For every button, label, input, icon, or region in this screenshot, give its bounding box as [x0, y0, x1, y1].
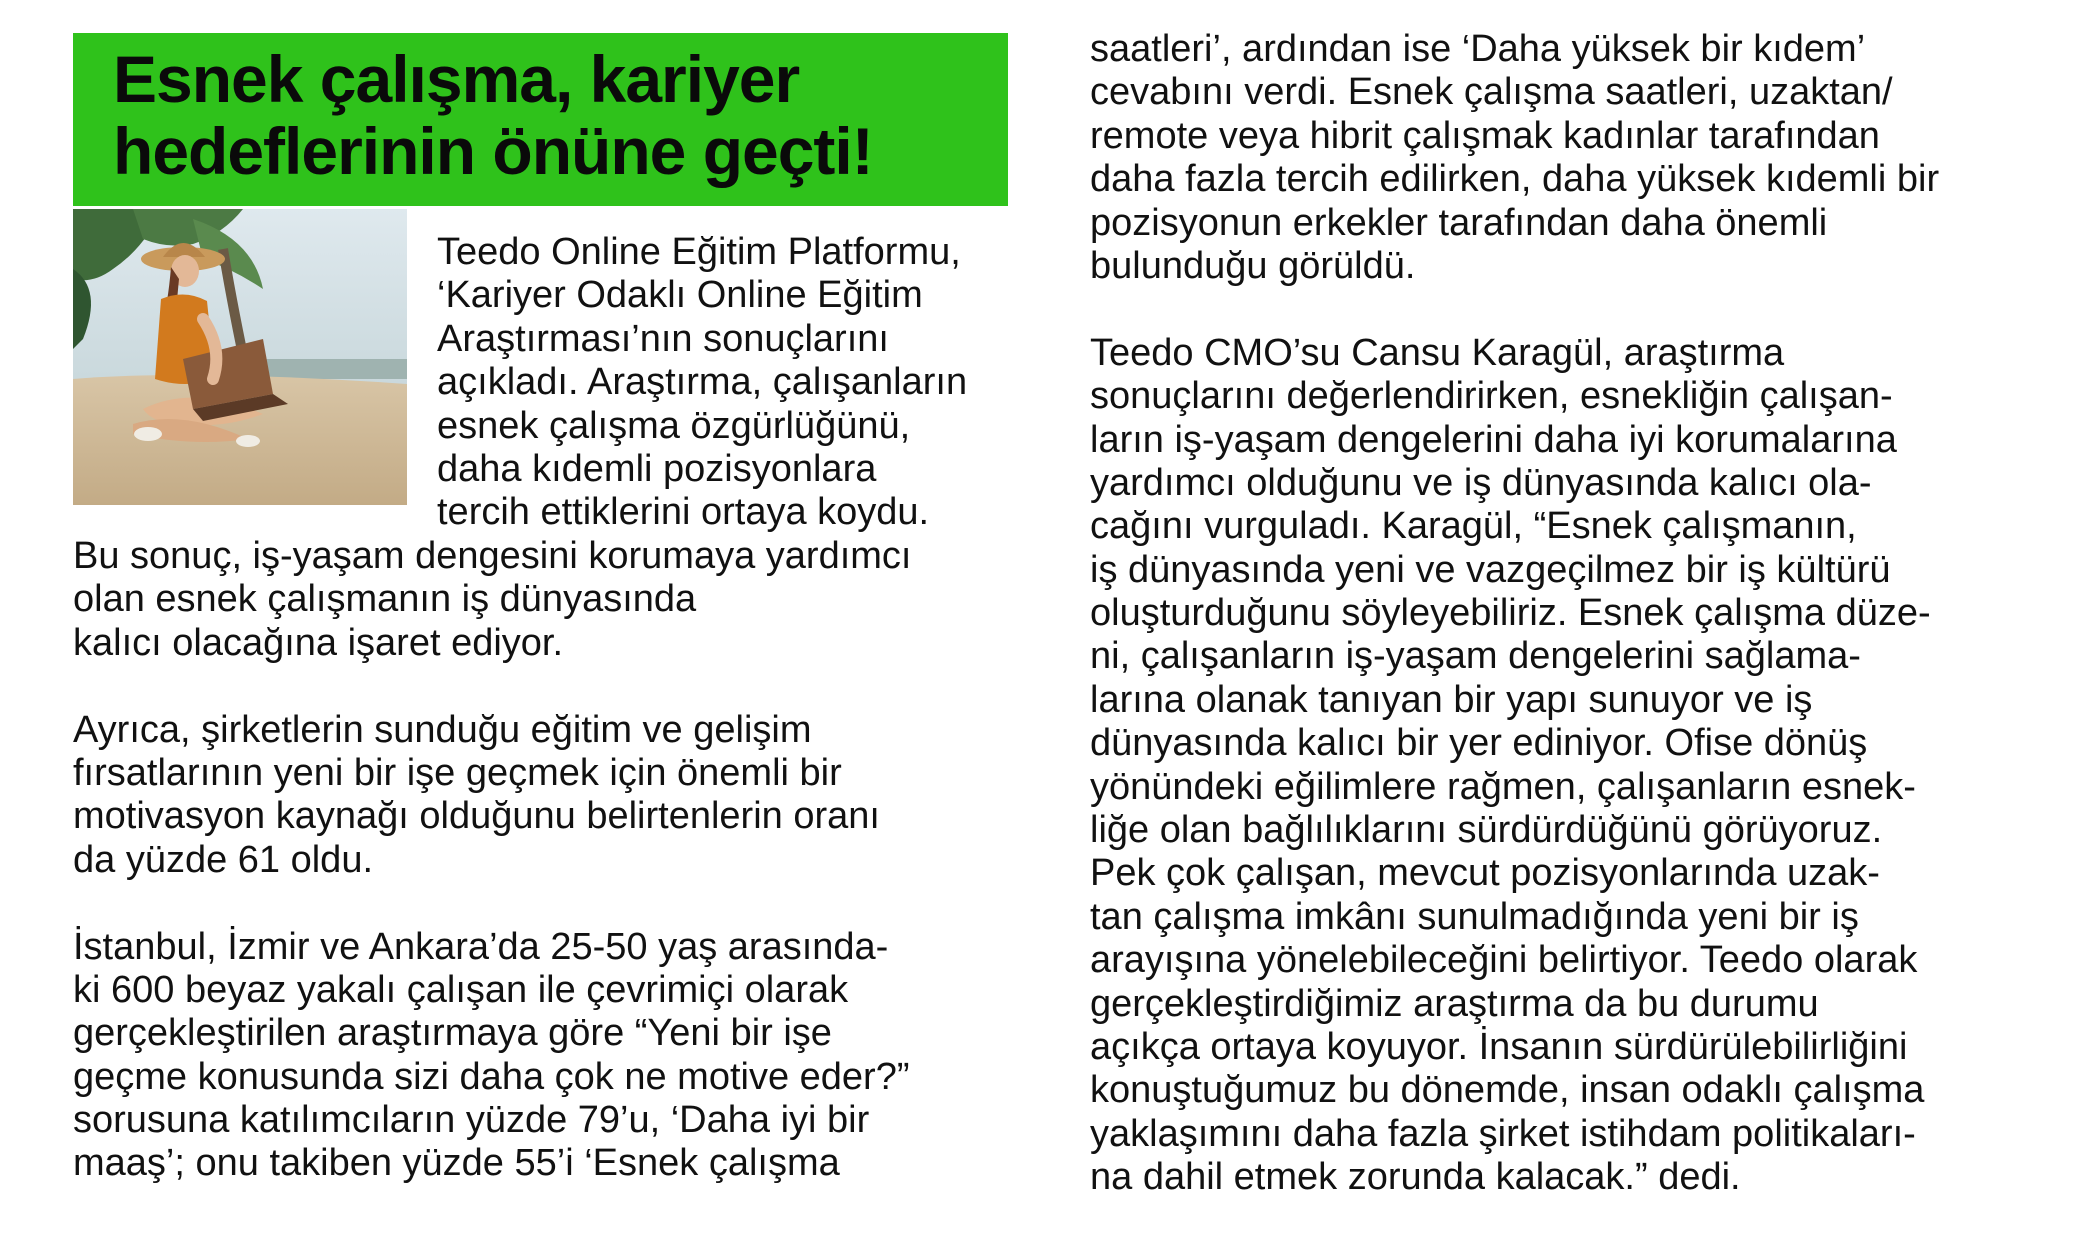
text-line: ni, çalışanların iş-yaşam dengelerini sağlama-	[1090, 635, 1861, 678]
text-line: esnek çalışma özgürlüğünü,	[437, 404, 911, 447]
text-line: maaş’; onu takiben yüzde 55’i ‘Esnek çalışma	[73, 1142, 840, 1185]
paragraph-gap	[73, 882, 911, 925]
text-line: ‘Kariyer Odaklı Online Eğitim	[437, 274, 923, 317]
text-line: İstanbul, İzmir ve Ankara’da 25-50 yaş arasında-	[73, 925, 889, 968]
text-line: fırsatlarının yeni bir işe geçmek için önemli bir	[73, 751, 842, 794]
text-line: açıkladı. Araştırma, çalışanların	[437, 361, 968, 404]
text-line: yaklaşımını daha fazla şirket istihdam politikaları-	[1090, 1112, 1916, 1155]
text-line: ların iş-yaşam dengelerini daha iyi korumalarına	[1090, 418, 1897, 461]
text-line: Teedo Online Eğitim Platformu,	[437, 231, 961, 273]
text-line: cevabını verdi. Esnek çalışma saatleri, uzaktan/	[1090, 71, 1893, 114]
text-line: oluşturduğunu söyleyebiliriz. Esnek çalışma düze-	[1090, 592, 1931, 635]
text-line: arayışına yönelebileceğini belirtiyor. Teedo olarak	[1090, 939, 1918, 982]
text-line: geçme konusunda sizi daha çok ne motive eder?”	[73, 1055, 910, 1098]
text-line: pozisyonun erkekler tarafından daha önemli	[1090, 201, 1828, 244]
text-line: remote veya hibrit çalışmak kadınlar tarafından	[1090, 114, 1880, 157]
right-column-body	[1090, 28, 1939, 1200]
text-line: sorusuna katılımcıların yüzde 79’u, ‘Daha iyi bir	[73, 1099, 870, 1142]
text-line: Bu sonuç, iş-yaşam dengesini korumaya yardımcı	[73, 535, 912, 577]
text-line: Araştırması’nın sonuçlarını	[437, 317, 889, 360]
text-line: daha fazla tercih edilirken, daha yüksek kıdemli bir	[1090, 158, 1940, 201]
text-line: saatleri’, ardından ise ‘Daha yüksek bir kıdem’	[1090, 28, 1866, 70]
text-line: liğe olan bağlılıklarını sürdürdüğünü görüyoruz.	[1090, 809, 1883, 852]
text-line: olan esnek çalışmanın iş dünyasında	[73, 578, 697, 621]
text-line: daha kıdemli pozisyonlara	[437, 447, 877, 490]
text-line: yardımcı olduğunu ve iş dünyasında kalıcı ola-	[1090, 461, 1872, 504]
text-line: tercih ettiklerini ortaya koydu.	[437, 491, 930, 534]
woman-with-laptop-on-beach-photo	[73, 209, 407, 505]
text-line: cağını vurguladı. Karagül, “Esnek çalışmanın,	[1090, 505, 1857, 548]
left-column-intro	[437, 231, 967, 535]
headline-line-2: hedeflerinin önüne geçti!	[113, 114, 873, 188]
text-line: iş dünyasında yeni ve vazgeçilmez bir iş kültürü	[1090, 548, 1891, 591]
text-line: konuştuğumuz bu dönemde, insan odaklı çalışma	[1090, 1069, 1925, 1112]
text-line: larına olanak tanıyan bir yapı sunuyor ve iş	[1090, 678, 1813, 721]
paragraph-gap	[1090, 288, 1939, 331]
text-line: gerçekleştirilen araştırmaya göre “Yeni bir işe	[73, 1012, 832, 1055]
paragraph-gap	[73, 665, 911, 708]
text-line: dünyasında kalıcı bir yer ediniyor. Ofise dönüş	[1090, 722, 1868, 765]
headline-banner	[73, 33, 1008, 206]
text-line: yönündeki eğilimlere rağmen, çalışanların esnek-	[1090, 765, 1916, 808]
text-line: gerçekleştirdiğimiz araştırma da bu durumu	[1090, 982, 1819, 1025]
text-line: sonuçlarını değerlendirirken, esnekliğin çalışan-	[1090, 375, 1893, 418]
text-line: motivasyon kaynağı olduğunu belirtenlerin oranı	[73, 795, 880, 838]
left-column-body	[73, 535, 911, 1186]
text-line: kalıcı olacağına işaret ediyor.	[73, 621, 564, 664]
text-line: tan çalışma imkânı sunulmadığında yeni bir iş	[1090, 895, 1859, 938]
headline-line-1: Esnek çalışma, kariyer	[113, 42, 800, 116]
text-line: Ayrıca, şirketlerin sunduğu eğitim ve gelişim	[73, 708, 812, 751]
text-line: Teedo CMO’su Cansu Karagül, araştırma	[1090, 331, 1785, 374]
text-line: na dahil etmek zorunda kalacak.” dedi.	[1090, 1156, 1741, 1199]
text-line: açıkça ortaya koyuyor. İnsanın sürdürülebilirliğini	[1090, 1025, 1908, 1068]
text-line: Pek çok çalışan, mevcut pozisyonlarında uzak-	[1090, 852, 1880, 895]
text-line: bulunduğu görüldü.	[1090, 244, 1416, 287]
text-line: ki 600 beyaz yakalı çalışan ile çevrimiçi olarak	[73, 968, 849, 1011]
text-line: da yüzde 61 oldu.	[73, 838, 374, 881]
